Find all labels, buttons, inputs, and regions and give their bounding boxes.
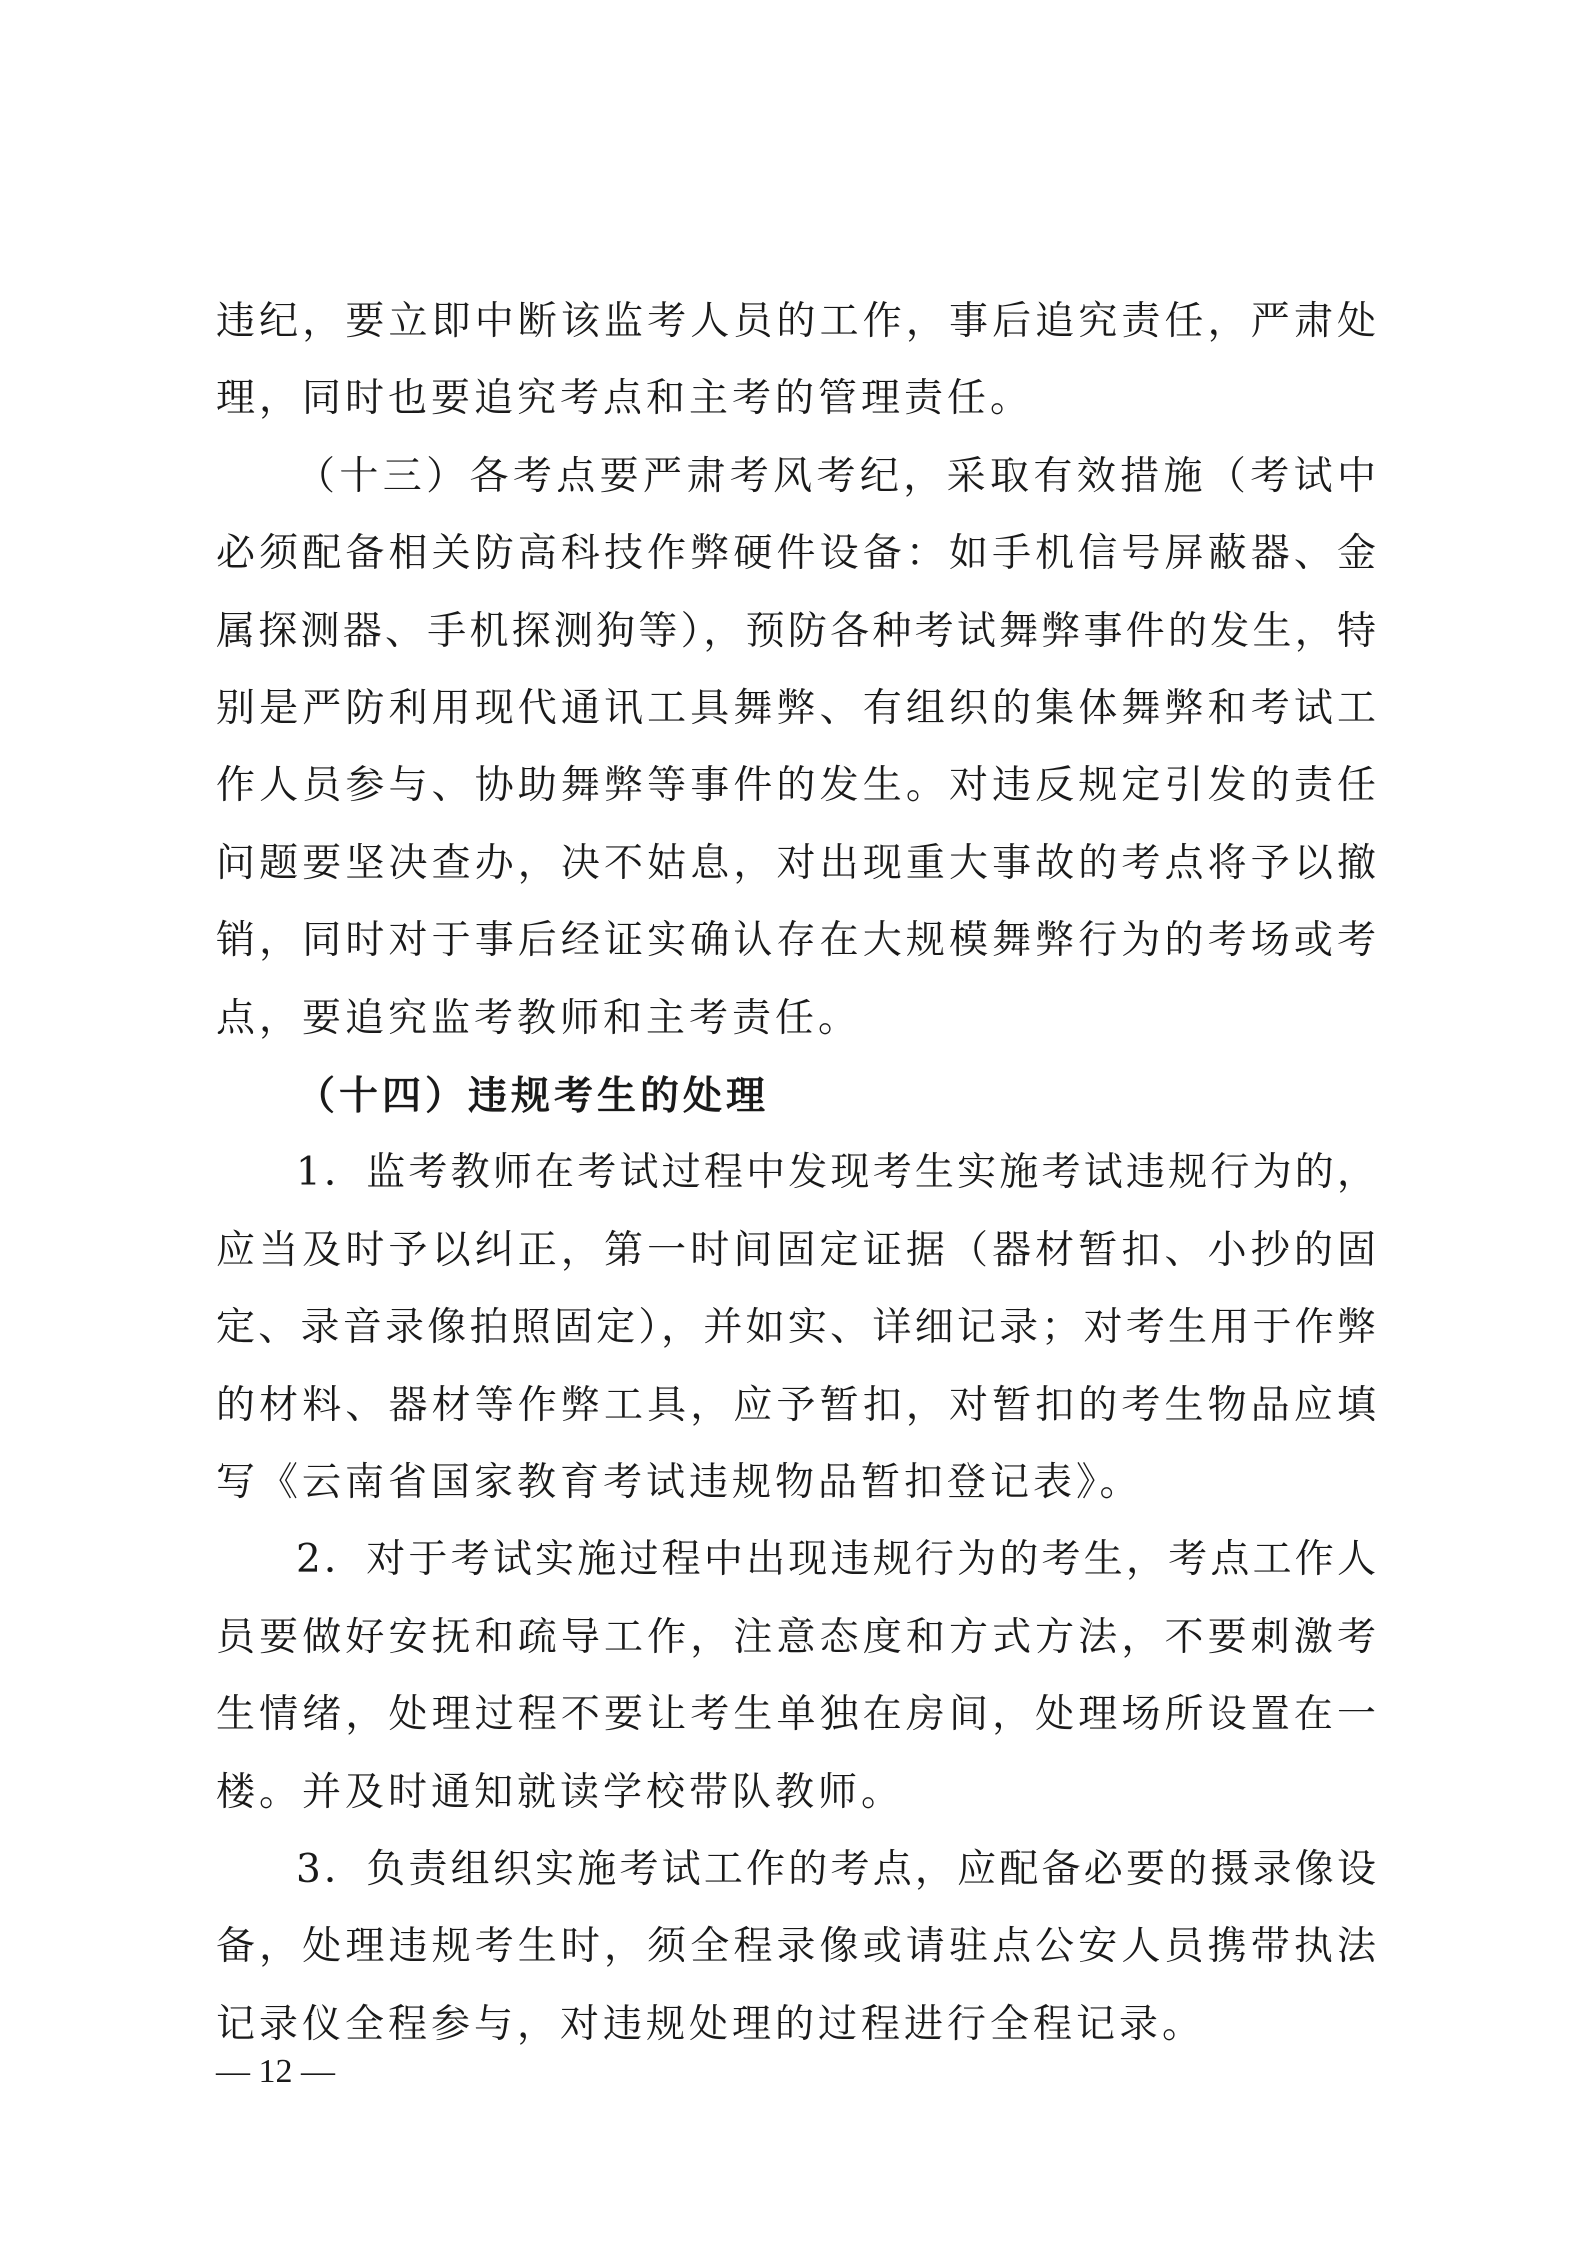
body-text-line: 违纪，要立即中断该监考人员的工作，事后追究责任，严肃处 — [216, 299, 1376, 344]
body-text-line: 备，处理违规考生时，须全程录像或请驻点公安人员携带执法 — [216, 1924, 1376, 1969]
body-text-line: 定、录音录像拍照固定），并如实、详细记录；对考生用于作弊 — [216, 1305, 1376, 1350]
section-heading: （十四）违规考生的处理 — [296, 1073, 770, 1119]
body-text-line: 的材料、器材等作弊工具，应予暂扣，对暂扣的考生物品应填 — [216, 1383, 1376, 1428]
body-text-line: 2．对于考试实施过程中出现违规行为的考生，考点工作人 — [296, 1537, 1376, 1582]
body-text-line: 必须配备相关防高科技作弊硬件设备：如手机信号屏蔽器、金 — [216, 531, 1376, 576]
body-text-line: 写《云南省国家教育考试违规物品暂扣登记表》。 — [216, 1460, 1143, 1505]
body-text-line: 记录仪全程参与，对违规处理的过程进行全程记录。 — [216, 2002, 1206, 2047]
body-text-line: 销，同时对于事后经证实确认存在大规模舞弊行为的考场或考 — [216, 918, 1376, 963]
body-text-line: 理，同时也要追究考点和主考的管理责任。 — [216, 376, 1034, 421]
body-text-line: 生情绪，处理过程不要让考生单独在房间，处理场所设置在一 — [216, 1692, 1376, 1737]
body-text-line: 3．负责组织实施考试工作的考点，应配备必要的摄录像设 — [296, 1847, 1376, 1892]
body-text-line: （十三）各考点要严肃考风考纪，采取有效措施（考试中 — [296, 454, 1376, 499]
body-text-line: 属探测器、手机探测狗等），预防各种考试舞弊事件的发生，特 — [216, 609, 1376, 654]
body-text-line: 点，要追究监考教师和主考责任。 — [216, 996, 862, 1041]
body-text-line: 1．监考教师在考试过程中发现考生实施考试违规行为的， — [296, 1150, 1376, 1195]
body-text-line: 问题要坚决查办，决不姑息，对出现重大事故的考点将予以撤 — [216, 841, 1376, 886]
body-text-line: 楼。并及时通知就读学校带队教师。 — [216, 1770, 905, 1815]
body-text-line: 应当及时予以纠正，第一时间固定证据（器材暂扣、小抄的固 — [216, 1228, 1376, 1273]
body-text-line: 作人员参与、协助舞弊等事件的发生。对违反规定引发的责任 — [216, 763, 1376, 808]
body-text-line: 别是严防利用现代通讯工具舞弊、有组织的集体舞弊和考试工 — [216, 686, 1376, 731]
page-number: — 12 — — [216, 2053, 335, 2090]
body-text-line: 员要做好安抚和疏导工作，注意态度和方式方法，不要刺激考 — [216, 1615, 1376, 1660]
